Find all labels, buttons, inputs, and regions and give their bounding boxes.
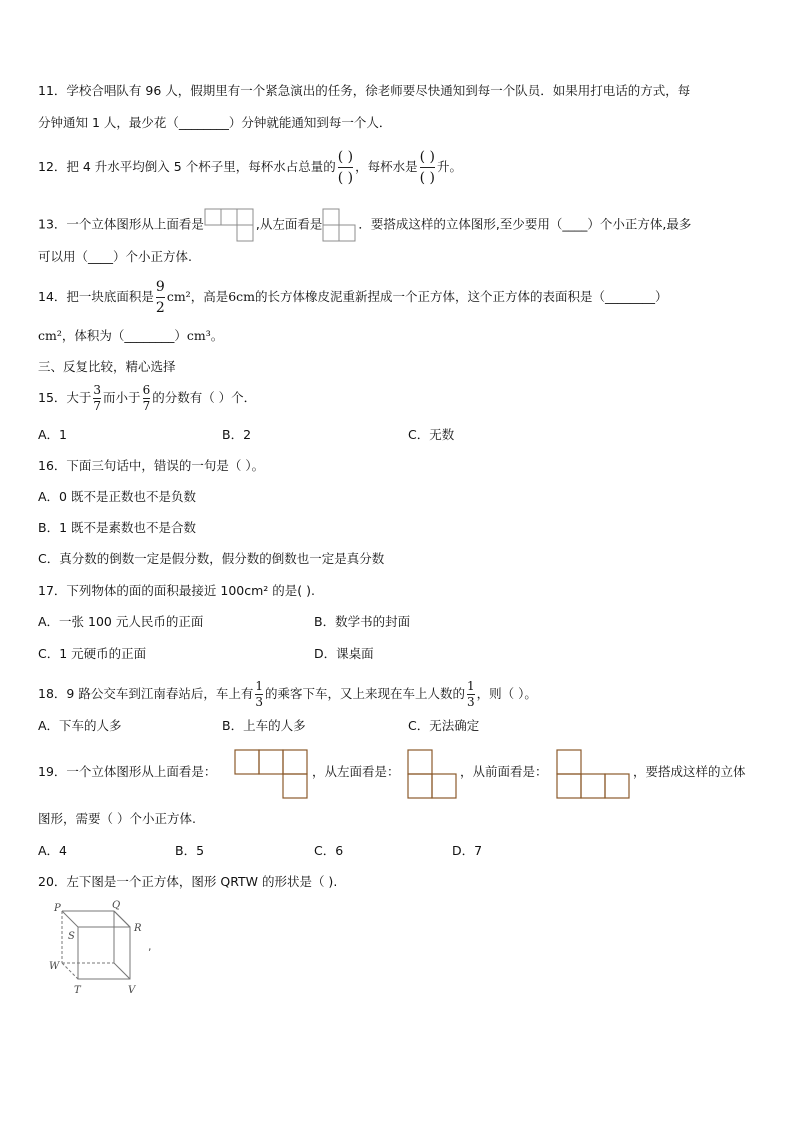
q18-text-3: ，则（ ）。 [476, 686, 537, 701]
q14-fraction [156, 278, 165, 317]
q14-text-1: 14．把一块底面积是 [38, 289, 154, 304]
q13-left-view-figure [322, 208, 358, 242]
q12-text-1: 12．把 4 升水平均倒入 5 个杯子里，每杯水占总量的 [38, 159, 336, 174]
q11-line2: 分钟通知 1 人，最少花（________）分钟就能通知到每一个人． [38, 115, 392, 130]
q14-line1 [38, 278, 668, 317]
q14-frac-den: 2 [155, 300, 165, 316]
q18-fraction-2 [467, 680, 475, 709]
cube-edges [62, 911, 130, 979]
q14-text-4: ，体积为（________） [61, 328, 187, 343]
q15-option-a[interactable]: A．1 [38, 427, 68, 442]
q15-stem [38, 384, 256, 413]
label-R: R [134, 923, 142, 934]
q14-line2 [38, 328, 223, 344]
q17-stem: 17．下列物体的面的面积最接近 100cm² 的是( ). [38, 583, 315, 598]
q15-text-2: 而小于 [103, 390, 141, 405]
q18-f1-num: 1 [255, 679, 263, 693]
label-P: P [54, 903, 61, 914]
q17-option-a[interactable]: A．一张 100 元人民币的正面 [38, 614, 204, 629]
label-W: W [49, 961, 60, 972]
q13-text-3: ．要搭成这样的立体图形,至少要用（____）个小正方体,最多 [358, 216, 692, 232]
q19-line2: 图形，需要（ ）个小正方体. [38, 811, 196, 826]
q14-unit-cm2-b: cm² [38, 328, 62, 343]
q16-option-c[interactable]: C．真分数的倒数一定是假分数，假分数的倒数也一定是真分数 [38, 551, 385, 566]
q19-option-a[interactable]: A．4 [38, 843, 68, 858]
q19-front-view-figure [556, 749, 632, 799]
q19-top-view-figure [234, 749, 310, 799]
q14-text-3: 的长方体橡皮泥重新捏成一个正方体，这个正方体的表面积是（________） [255, 289, 668, 304]
label-V: V [128, 985, 136, 996]
q12-frac2-num: ( ) [419, 149, 435, 165]
q19-stem-text-2: ，从左面看是： [312, 764, 400, 779]
q16-stem: 16．下面三句话中，错误的一句是（ ）。 [38, 458, 265, 473]
q18-f1-den: 3 [255, 695, 263, 709]
q12-fraction-blank-2 [420, 148, 435, 187]
q14-unit-cm2: cm² [166, 289, 191, 304]
q15-text-1: 15．大于 [38, 390, 92, 405]
q18-fraction-1 [255, 680, 263, 709]
q20-comma-mark: , [148, 940, 152, 953]
q14-frac-num: 9 [155, 279, 165, 295]
q15-option-b[interactable]: B．2 [222, 427, 252, 442]
q19-stem-text-4: ，要搭成这样的立体 [633, 764, 746, 779]
q14-unit-cm3: cm³ [186, 328, 211, 343]
label-Q: Q [112, 900, 121, 911]
q18-stem [38, 680, 537, 709]
label-S: S [68, 931, 75, 942]
q13-top-view-figure [204, 208, 256, 242]
q19-option-b[interactable]: B．5 [175, 843, 205, 858]
q18-text-1: 18．9 路公交车到江南春站后，车上有 [38, 686, 254, 701]
q13-text-1: 13．一个立体图形从上面看是 [38, 216, 204, 232]
q13-line1 [38, 208, 691, 242]
q19-stem-text-3: ，从前面看是： [460, 764, 548, 779]
q18-option-a[interactable]: A．下车的人多 [38, 718, 122, 733]
q17-option-c[interactable]: C．1 元硬币的正面 [38, 646, 147, 661]
q12-frac1-num: ( ) [337, 149, 354, 165]
q18-option-b[interactable]: B．上车的人多 [222, 718, 306, 733]
q15-f2-num: 6 [142, 383, 151, 397]
q14-text-2: ，高是 [190, 289, 229, 304]
q13-text-2: ,从左面看是 [255, 216, 323, 232]
q15-f1-num: 3 [93, 383, 102, 397]
label-T: T [74, 985, 81, 996]
q20-stem: 20．左下图是一个正方体，图形 QRTW 的形状是（ ). [38, 874, 338, 889]
q17-option-d[interactable]: D．课桌面 [314, 646, 374, 661]
q12-frac2-den: ( ) [419, 170, 435, 186]
q13-line2: 可以用（____）个小正方体. [38, 249, 192, 264]
q12 [38, 148, 462, 187]
q15-f1-den: 7 [93, 399, 102, 413]
q19-left-view-figure [407, 749, 459, 799]
q19-option-d[interactable]: D．7 [452, 843, 483, 858]
q12-text-2: ，每杯水是 [355, 159, 418, 174]
q15-f2-den: 7 [142, 399, 151, 413]
q16-option-b[interactable]: B．1 既不是素数也不是合数 [38, 520, 197, 535]
q18-f2-num: 1 [467, 679, 475, 693]
q15-fraction-2 [143, 384, 151, 413]
q18-text-2: 的乘客下车，又上来现在车上人数的 [264, 686, 465, 701]
q11-line1: 11．学校合唱队有 96 人，假期里有一个紧急演出的任务，徐老师要尽快通知到每一个队员．如果用打电话的方式，每 [38, 83, 691, 98]
q15-fraction-1 [93, 384, 101, 413]
q14-text-5: 。 [210, 328, 224, 343]
q12-frac1-den: ( ) [337, 170, 354, 186]
q19-option-c[interactable]: C．6 [314, 843, 344, 858]
q12-text-3: 升。 [436, 159, 462, 174]
q15-text-3: 的分数有（ ）个． [152, 390, 257, 405]
q16-option-a[interactable]: A．0 既不是正数也不是负数 [38, 489, 196, 504]
q14-unit-6cm: 6cm [228, 289, 256, 304]
q12-fraction-blank-1 [338, 148, 353, 187]
q18-option-c[interactable]: C．无法确定 [408, 718, 480, 733]
q15-option-c[interactable]: C．无数 [408, 427, 455, 442]
q19-stem-text-1: 19．一个立体图形从上面看是： [38, 764, 217, 779]
section-3-heading: 三、反复比较，精心选择 [38, 359, 176, 374]
q17-option-b[interactable]: B．数学书的封面 [314, 614, 411, 629]
q18-f2-den: 3 [467, 695, 475, 709]
